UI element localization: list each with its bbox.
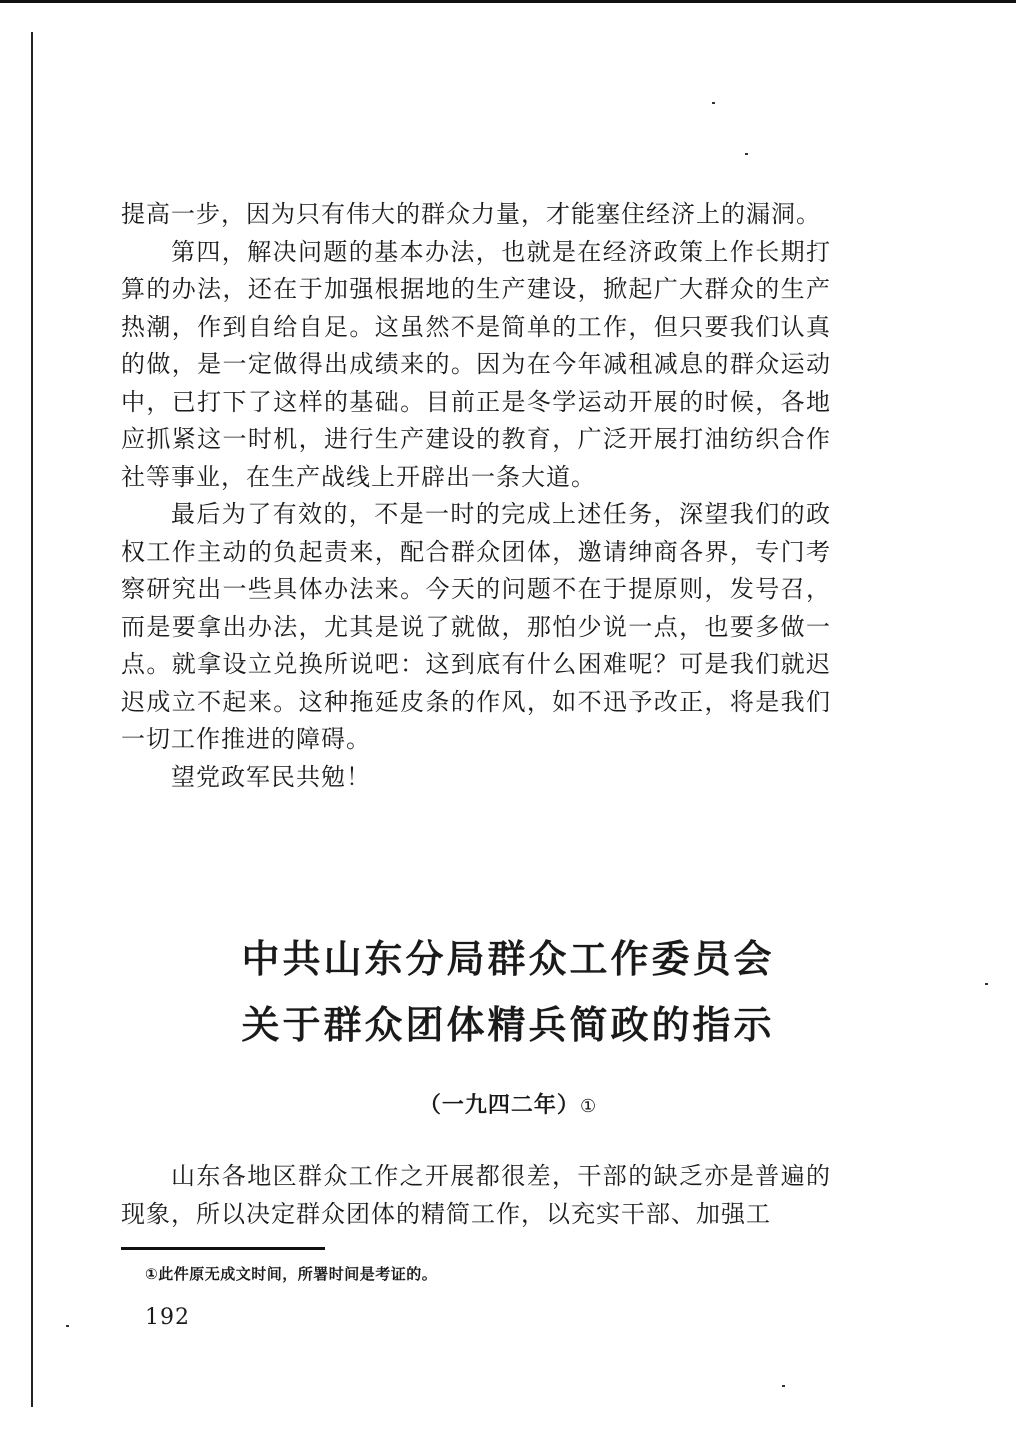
article-body-paragraph: 山东各地区群众工作之开展都很差，干部的缺乏亦是普遍的现象，所以决定群众团体的精简工作，以充实干部、加强工 (121, 1162, 831, 1228)
scan-speck (745, 153, 748, 155)
continued-text-block (121, 196, 831, 796)
article-body-block (121, 1158, 831, 1233)
scan-speck (66, 1325, 69, 1327)
footnote-text: ①此件原无成文时间，所署时间是考证的。 (145, 1265, 438, 1283)
page-number: 192 (145, 1305, 190, 1330)
scan-speck (712, 102, 715, 104)
top-border-rule (0, 0, 1016, 3)
paragraph-1: 提高一步，因为只有伟大的群众力量，才能塞住经济上的漏洞。 (121, 200, 821, 228)
footnote-marker: ① (579, 1096, 598, 1117)
paragraph-4: 望党政军民共勉！ (171, 762, 371, 791)
article-date-text: （一九四二年） (418, 1093, 580, 1118)
article-title-line-2: 关于群众团体精兵简政的指示 (241, 1003, 775, 1047)
footnote-rule (121, 1247, 325, 1250)
article-date (0, 1088, 1016, 1119)
scan-speck (985, 983, 988, 985)
paragraph-2: 第四，解决问题的基本办法，也就是在经济政策上作长期打算的办法，还在于加强根据地的生产建设，掀起广大群众的生产热潮，作到自给自足。这虽然不是简单的工作，但只要我们认真的做，是一定做得出成绩来的。因为在今年减租减息的群众运动中，已打下了这样的基础。目前正是冬学运动开展的时候，各地应抓紧这一时机，进行生产建设的教育，广泛开展打油纺织合作社等事业，在生产战线上开辟出一条大道。 (121, 237, 831, 491)
paragraph-3: 最后为了有效的，不是一时的完成上述任务，深望我们的政权工作主动的负起责来，配合群众团体，邀请绅商各界，专门考察研究出一些具体办法来。今天的问题不在于提原则，发号召，而是要拿出办法，尤其是说了就做，那怕少说一点，也要多做一点。就拿设立兑换所说吧：这到底有什么困难呢？可是我们就迟迟成立不起来。这种拖延皮条的作风，如不迅予改正，将是我们一切工作推进的障碍。 (121, 500, 831, 753)
left-margin-rule (31, 32, 33, 1407)
scan-speck (782, 1385, 785, 1387)
article-title-line-1: 中共山东分局群众工作委员会 (241, 937, 775, 981)
